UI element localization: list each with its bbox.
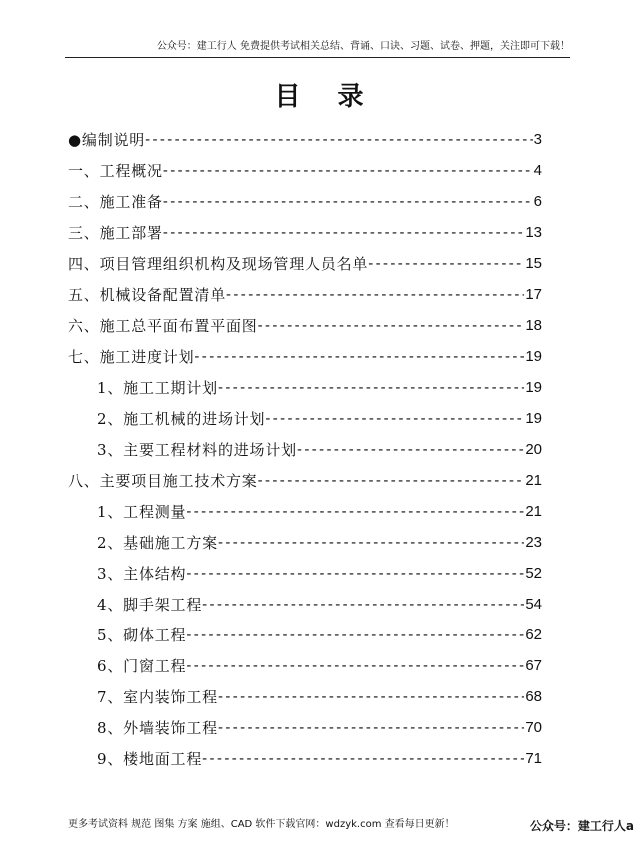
footer-watermark: 公众号：建工行人a [529,819,634,833]
toc-page-number: 70 [525,719,542,737]
toc-subentry [68,712,542,743]
toc-entry-label: 2、施工机械的进场计划 [97,409,266,428]
toc-entry-label: 3、主要工程材料的进场计划 [97,440,297,459]
toc-leader [163,162,533,179]
toc-subentry [68,496,542,527]
toc-entry [68,341,542,372]
toc-page-number: 21 [525,471,542,489]
toc-entry [68,186,542,217]
toc-subentry [68,620,542,651]
toc-page-number: 18 [525,317,542,335]
toc-entry [68,465,542,496]
toc-leader [186,503,524,520]
toc-page-number: 13 [525,224,542,242]
toc-entry-label: 四、项目管理组织机构及现场管理人员名单 [68,255,369,274]
toc-leader [218,719,524,736]
toc-leader [258,317,525,334]
toc-leader [368,255,524,272]
toc-subentry [68,681,542,712]
toc-page-number: 17 [525,286,542,304]
toc-page-number: 67 [525,657,542,675]
toc-leader [163,224,525,241]
toc-page-number: 3 [533,131,542,149]
toc-leader [186,565,524,582]
toc-entry [68,248,542,279]
toc-page-number: 19 [525,409,542,427]
toc-leader [186,626,524,643]
toc-leader [202,596,524,613]
toc-entry-label: 一、工程概况 [68,162,163,181]
page-title: 目 录 [274,82,378,112]
toc-entry-label: 五、机械设备配置清单 [68,286,227,305]
toc-entry-label: 八、主要项目施工技术方案 [68,471,258,490]
toc-entry-label: 7、室内装饰工程 [97,688,218,707]
toc-leader [226,286,524,303]
toc-entry-label: 七、施工进度计划 [68,348,195,367]
table-of-contents [68,125,542,775]
toc-leader [145,131,533,148]
toc-leader [218,534,524,551]
toc-page-number: 23 [525,533,542,551]
toc-entry-label: 4、脚手架工程 [97,595,203,614]
toc-subentry [68,589,542,620]
toc-entry-label: 5、砌体工程 [97,626,187,645]
toc-page-number: 19 [525,378,542,396]
toc-page-number: 54 [525,595,542,613]
toc-leader [297,441,524,458]
toc-subentry [68,434,542,465]
toc-entry-label: 1、施工工期计划 [97,378,218,397]
toc-page-number: 68 [525,688,542,706]
toc-leader [265,410,524,427]
toc-entry-label: 二、施工准备 [68,193,163,212]
toc-entry-label: 6、门窗工程 [97,657,187,676]
toc-entry [68,125,542,156]
toc-page-number: 20 [525,440,542,458]
toc-leader [163,193,533,210]
header-notice: 公众号：建工行人 免费提供考试相关总结、背诵、口诀、习题、试卷、押题，关注即可下载！ [156,41,570,52]
toc-entry-label: 1、工程测量 [97,502,187,521]
toc-page-number: 52 [525,564,542,582]
toc-leader [258,472,525,489]
footer-download-notice: 更多考试资料 规范 图集 方案 施组、CAD 软件下载官网：wdzyk.com 查看每日更新！ [68,819,455,830]
toc-page-number: 4 [533,162,542,180]
toc-page-number: 19 [525,348,542,366]
toc-subentry [68,558,542,589]
toc-entry [68,310,542,341]
toc-page-number: 15 [525,255,542,273]
toc-entry-label: 9、楼地面工程 [97,750,203,769]
toc-entry-label: 2、基础施工方案 [97,533,218,552]
toc-leader [186,657,524,674]
toc-subentry [68,403,542,434]
toc-entry [68,217,542,248]
toc-leader [218,379,524,396]
toc-leader [218,688,524,705]
page-header [65,38,570,58]
toc-entry-label: 8、外墙装饰工程 [97,719,218,738]
toc-leader [194,348,524,365]
toc-subentry [68,372,542,403]
toc-page-number: 21 [525,502,542,520]
toc-leader [202,750,524,767]
toc-entry [68,155,542,186]
toc-entry-label: ●编制说明 [68,131,146,150]
toc-page-number: 62 [525,626,542,644]
toc-entry-label: 三、施工部署 [68,224,163,243]
toc-page-number: 71 [525,750,542,768]
toc-subentry [68,650,542,681]
toc-entry [68,279,542,310]
toc-entry-label: 六、施工总平面布置平面图 [68,317,258,336]
toc-subentry [68,743,542,774]
toc-page-number: 6 [533,193,542,211]
toc-subentry [68,527,542,558]
toc-entry-label: 3、主体结构 [97,564,187,583]
